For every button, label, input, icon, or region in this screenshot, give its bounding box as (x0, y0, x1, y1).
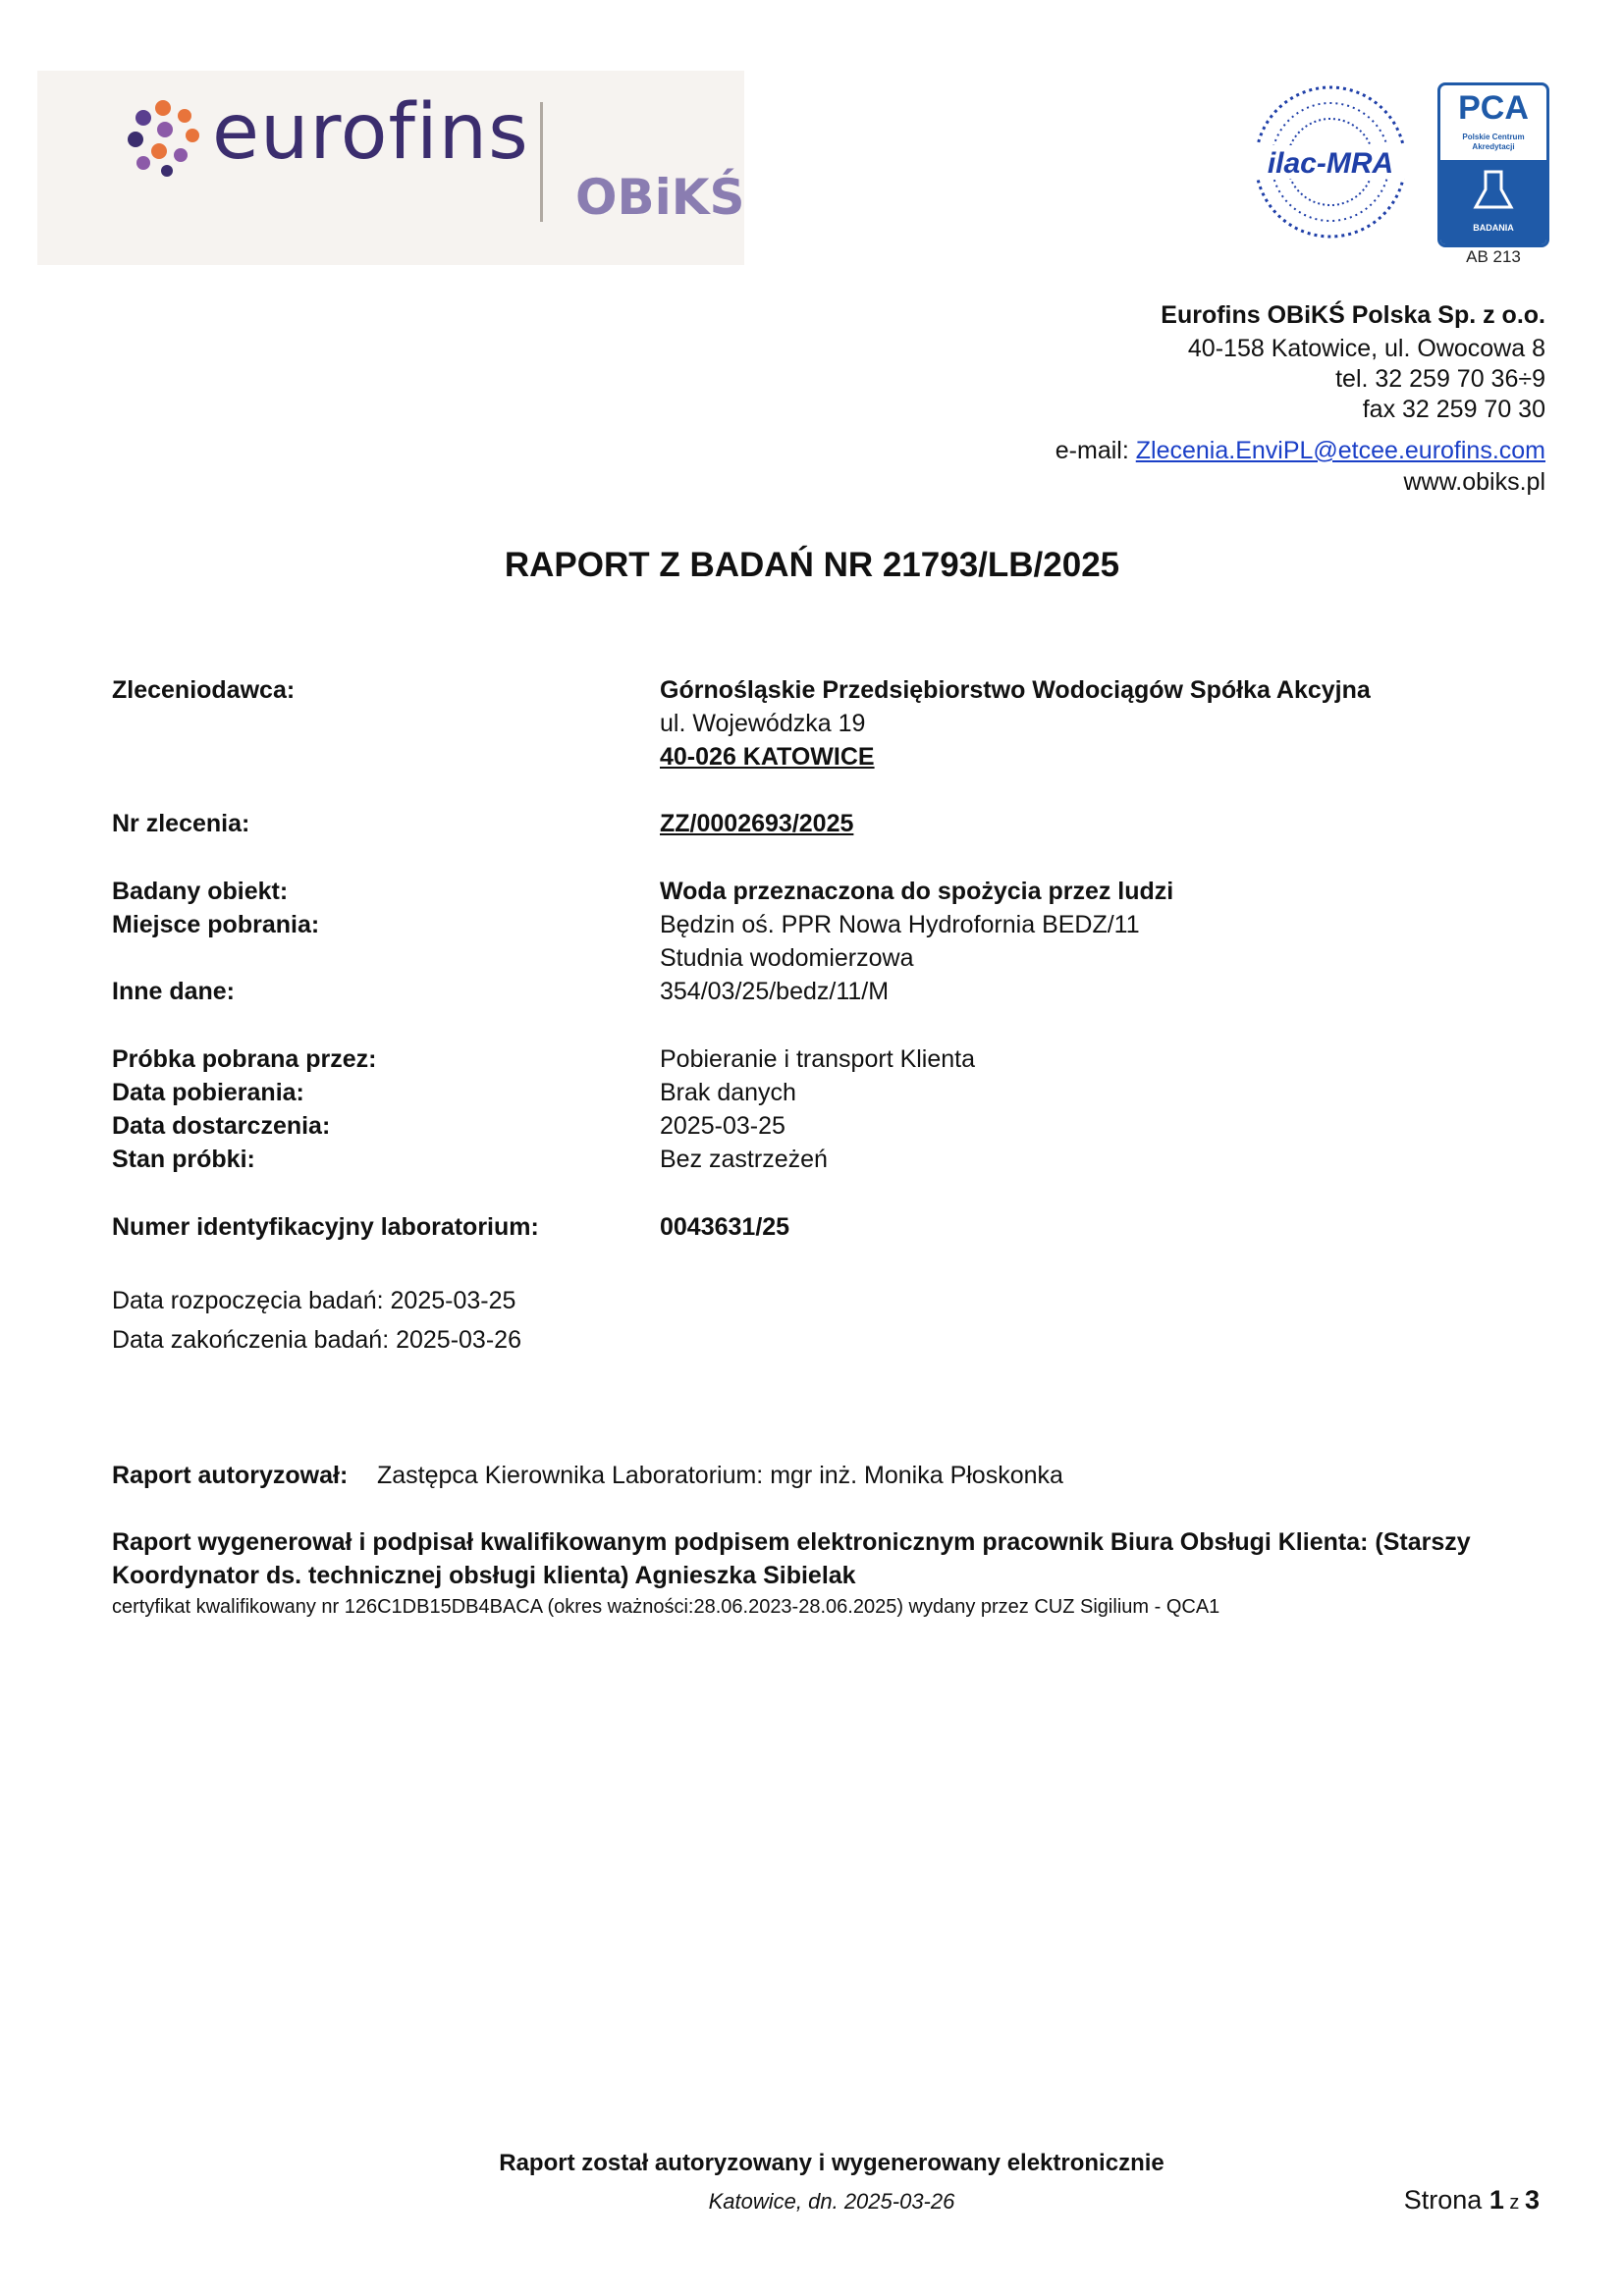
company-email-line (1056, 436, 1545, 466)
logo-divider (540, 102, 543, 222)
footer-place-date: Katowice, dn. 2025-03-26 (708, 2189, 955, 2214)
end-date: Data zakończenia badań: 2025-03-26 (112, 1326, 521, 1354)
client-label: Zleceniodawca: (112, 676, 296, 704)
accreditation-number: AB 213 (1466, 247, 1521, 266)
eurofins-logo (37, 71, 744, 265)
company-name: Eurofins OBiKŚ Polska Sp. z o.o. (1161, 301, 1545, 329)
delivery-date-value: 2025-03-25 (660, 1112, 785, 1140)
pca-subtitle (1440, 133, 1546, 152)
object-value: Woda przeznaczona do spożycia przez ludzi (660, 878, 1174, 905)
footer-note: Raport został autoryzowany i wygenerowany elektronicznie (499, 2150, 1164, 2176)
place-value: Będzin oś. PPR Nowa Hydrofornia BEDZ/11 (660, 911, 1140, 938)
email-link[interactable]: Zlecenia.EnviPL@etcee.eurofins.com (1135, 437, 1545, 464)
generated-by-line2: Koordynator ds. technicznej obsługi klienta) Agnieszka Sibielak (112, 1562, 856, 1589)
pca-badge (1437, 82, 1549, 247)
page-total: 3 (1524, 2185, 1540, 2215)
ilac-label: ilac-MRA (1267, 147, 1394, 180)
delivery-date-label: Data dostarczenia: (112, 1112, 331, 1140)
other-label: Inne dane: (112, 978, 236, 1005)
page-number (1404, 2185, 1540, 2216)
page-sep: z (1503, 2192, 1525, 2214)
place-value-2: Studnia wodomierzowa (660, 944, 914, 972)
start-date: Data rozpoczęcia badań: 2025-03-25 (112, 1287, 516, 1314)
flask-icon (1440, 160, 1546, 219)
sampled-by-label: Próbka pobrana przez: (112, 1045, 377, 1073)
order-label: Nr zlecenia: (112, 810, 250, 837)
place-label: Miejsce pobrania: (112, 911, 320, 938)
sampling-date-value: Brak danych (660, 1079, 796, 1106)
report-title: RAPORT Z BADAŃ NR 21793/LB/2025 (504, 546, 1120, 584)
obiks-wordmark: OBiKŚ (575, 169, 745, 226)
pca-badania-label: BADANIA (1473, 223, 1514, 233)
company-fax: fax 32 259 70 30 (1362, 396, 1545, 423)
page-current: 1 (1489, 2185, 1504, 2215)
authorized-by-value: Zastępca Kierownika Laboratorium: mgr inż. Monika Płoskonka (377, 1462, 1063, 1489)
email-label: e-mail: (1055, 437, 1136, 464)
generated-by-line1: Raport wygenerował i podpisał kwalifikowanym podpisem elektronicznym pracownik Biura Obsługi Klienta: (Starszy (112, 1528, 1471, 1556)
company-tel: tel. 32 259 70 36÷9 (1335, 365, 1545, 393)
lab-id-value: 0043631/25 (660, 1213, 790, 1241)
certificate-info: certyfikat kwalifikowany nr 126C1DB15DB4BACA (okres ważności:28.06.2023-28.06.2025) wydany przez CUZ Sigilium - QCA1 (112, 1596, 1220, 1618)
company-address: 40-158 Katowice, ul. Owocowa 8 (1187, 335, 1545, 362)
ilac-mra-logo-icon (1247, 79, 1414, 245)
condition-label: Stan próbki: (112, 1146, 255, 1173)
order-number: ZZ/0002693/2025 (660, 810, 854, 837)
client-name: Górnośląskie Przedsiębiorstwo Wodociągów Spółka Akcyjna (660, 676, 1371, 704)
company-website: www.obiks.pl (1403, 468, 1545, 496)
client-street: ul. Wojewódzka 19 (660, 710, 866, 737)
pca-subtitle-line1: Polskie Centrum (1462, 133, 1525, 141)
condition-value: Bez zastrzeżeń (660, 1146, 828, 1173)
pca-subtitle-line2: Akredytacji (1472, 142, 1515, 151)
client-city: 40-026 KATOWICE (660, 743, 875, 771)
page-prefix: Strona (1403, 2185, 1489, 2215)
pca-title: PCA (1458, 89, 1529, 127)
authorized-by-label: Raport autoryzował: (112, 1462, 349, 1489)
other-value: 354/03/25/bedz/11/M (660, 978, 890, 1005)
sampled-by-value: Pobieranie i transport Klienta (660, 1045, 976, 1073)
lab-id-label: Numer identyfikacyjny laboratorium: (112, 1213, 539, 1241)
eurofins-wordmark: eurofins (212, 88, 529, 177)
eurofins-dots-icon (114, 90, 212, 188)
object-label: Badany obiekt: (112, 878, 289, 905)
sampling-date-label: Data pobierania: (112, 1079, 304, 1106)
